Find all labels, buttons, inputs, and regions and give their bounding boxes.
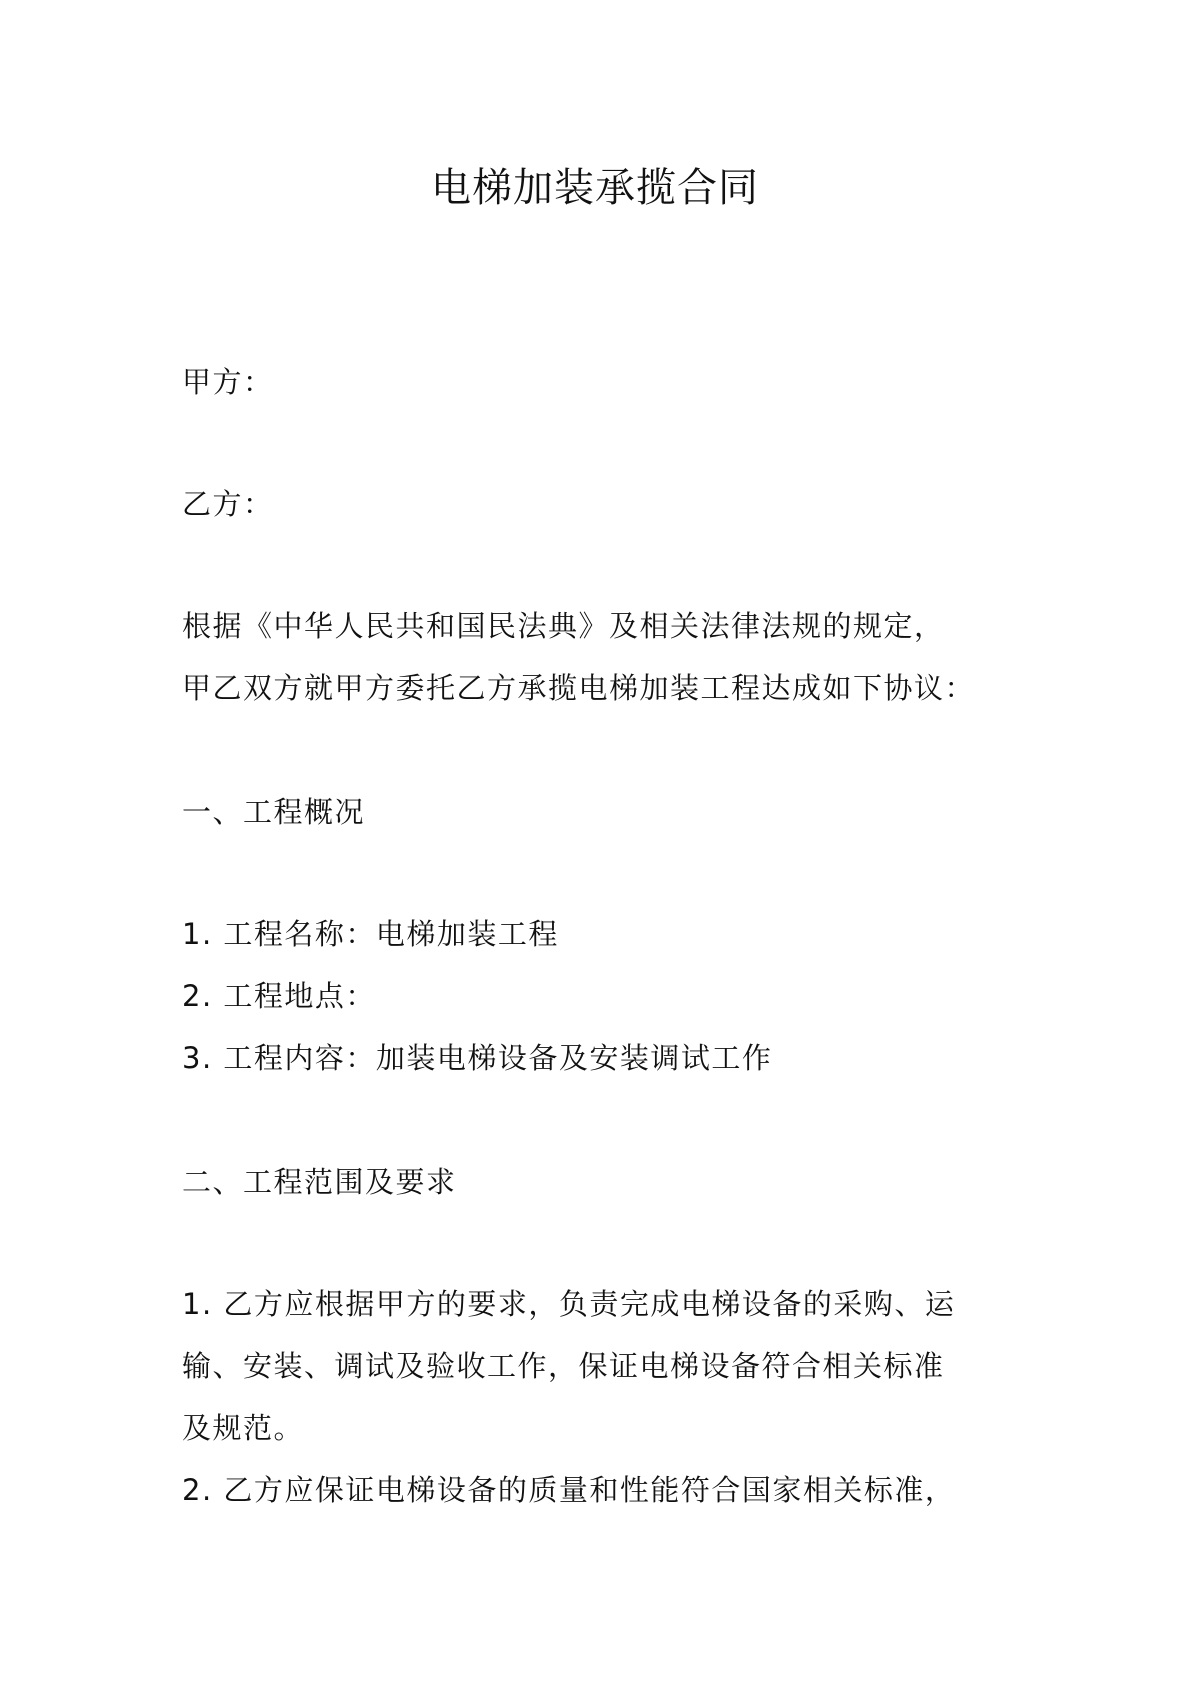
section-2-heading: 二、工程范围及要求 [182,1165,457,1199]
party-a-label: 甲方： [182,365,274,399]
preamble-line-2: 甲乙双方就甲方委托乙方承揽电梯加装工程达成如下协议： [182,671,976,705]
section-1-item-3: 3. 工程内容：加装电梯设备及安装调试工作 [182,1041,773,1075]
section-1-heading: 一、工程概况 [182,795,366,829]
section-2-item-1-line-1: 1. 乙方应根据甲方的要求，负责完成电梯设备的采购、运 [182,1287,956,1321]
party-b-label: 乙方： [182,487,274,521]
section-2-item-1-line-2: 输、安装、调试及验收工作，保证电梯设备符合相关标准 [182,1349,945,1383]
section-1-item-1: 1. 工程名称：电梯加装工程 [182,917,559,951]
section-2-item-2-line-1: 2. 乙方应保证电梯设备的质量和性能符合国家相关标准， [182,1473,956,1507]
preamble-line-1: 根据《中华人民共和国民法典》及相关法律法规的规定， [182,609,945,643]
section-1-item-2: 2. 工程地点： [182,979,376,1013]
document-title: 电梯加装承揽合同 [431,165,759,211]
section-2-item-1-line-3: 及规范。 [182,1411,305,1445]
